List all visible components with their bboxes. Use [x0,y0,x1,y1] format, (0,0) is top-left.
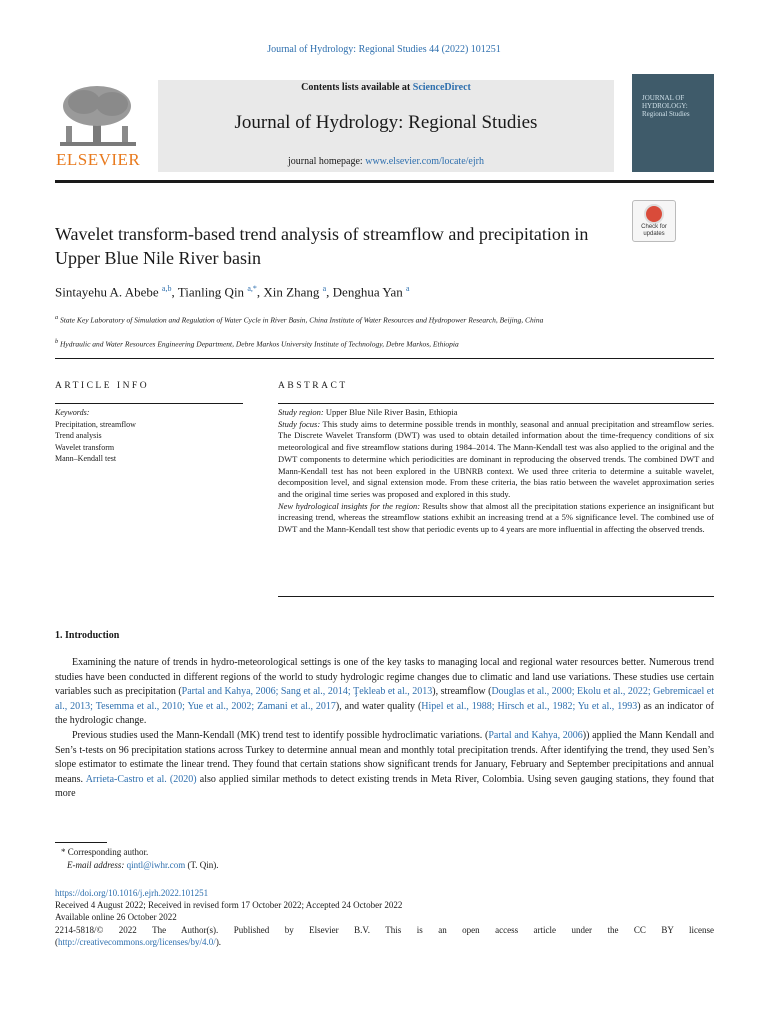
author-name[interactable]: Tianling Qin [177,284,245,300]
license-link[interactable]: http://creativecommons.org/licenses/by/4.0/ [58,936,216,947]
corresponding-author-note: * Corresponding author. [61,847,149,857]
available-online: Available online 26 October 2022 [55,912,177,923]
article-info-rule [55,403,243,404]
article-info-heading: ARTICLE INFO [55,381,150,391]
abstract-rule-bottom [278,596,714,597]
affiliation-b: $^b$ Hydraulic and Water Resources Engineering Department, Debre Markos University Institute of Technology, Debre Markos, Ethiopia [55,338,459,349]
header-rule [55,180,714,183]
license-link-line: (http://creativecommons.org/licenses/by/4.0/). [55,936,222,947]
journal-citation[interactable]: Journal of Hydrology: Regional Studies 44 (2022) 101251 [267,44,501,55]
license-text: 2214-5818/© 2022 The Author(s). Published by Elsevier B.V. This is an open access article under the CC BY license [55,924,714,935]
author-affiliation-mark[interactable]: a,* [247,284,257,293]
affiliation-a: $^a$ State Key Laboratory of Simulation and Regulation of Water Cycle in River Basin, China Institute of Water Resources and Hydropower Research, Beijing, China [55,314,544,325]
abstract-text: Study region: Upper Blue Nile River Basin, Ethiopia Study focus: This study aims to determine possible trends in monthly, seasonal and annual precipitation and streamflow series. The Discrete Wavelet Transform (DWT) was used to obtain detailed information about the time-frequency conditions of six meteorological and five streamflow stations during 1984–2014. The Mann-Kendall test was also applied to the original and the DWT components to determine which periodicities are dominant in reproducing the observed trends. The combined DWT and Mann-Kendall test has not been explored in the UBNRB context. We used three criteria to determine a suitable wavelet, decomposition level, and signal extension mode. From these criteria, the bias ratio between the wavelet approximation series and the original time series was proposed and explored in this study. New hydrological insights for the region: Results show that almost all the precipitation stations experience an insignificant but increasing trend, whereas the streamflow stations exhibit an increasing trend at a 5% significance level. The combined use of DWT and the Mann-Kendall test show that periodic events up to 4 years are more influential in affecting the observed trends. [278,407,714,535]
reference-link[interactable]: Arrieta-Castro et al. (2020) [85,773,197,785]
keyword: Trend analysis [55,431,102,440]
reference-link[interactable]: Partal and Kahya, 2006 [488,729,583,741]
introduction-heading: 1. Introduction [55,630,120,641]
author-affiliation-mark[interactable]: a,b [161,284,172,293]
paragraph: Previous studies used the Mann-Kendall (MK) trend test to identify possible hydroclimatic variations. (Partal and Kahya, 2006)) applied the Mann Kendall and Sen’s t-tests on 96 precipitation stations across Turkey to determine annual mean and monthly total precipitation trends. After identifying the trend, they used Sen’s slope estimator to estimate the linear trend. They found that certain stations show significant trends for January, February and September precipitations and annual means. Arrieta-Castro et al. (2020) also applied similar methods to detect existing trends in Meta River, Colombia. Using seven gauging stations, they found that more [55,729,715,800]
keyword: Precipitation, streamflow [55,419,136,429]
doi-link[interactable]: https://doi.org/10.1016/j.ejrh.2022.101251 [55,888,209,898]
keywords-block [55,407,136,465]
keyword: Mann–Kendall test [55,454,117,463]
cover-title: JOURNAL OF HYDROLOGY: Regional Studies [642,94,690,118]
contents-line: Contents lists available at ScienceDirect [301,82,471,93]
author-name[interactable]: Xin Zhang [263,284,320,300]
crossmark-label: Check for updates [641,224,667,237]
keyword: Wavelet transform [55,442,115,452]
abstract-heading: ABSTRACT [278,381,348,391]
crossmark-icon [644,204,664,224]
footnote [55,846,219,872]
reference-link[interactable]: Hipel et al., 1988; Hirsch et al., 1982; Yu et al., 1993 [421,700,638,712]
footnote-rule [55,842,107,843]
author-affiliation-mark[interactable]: a [405,284,410,293]
author-affiliation-mark[interactable]: a [322,284,327,293]
section-rule [55,358,714,359]
journal-name: Journal of Hydrology: Regional Studies [234,112,538,133]
email-line: E-mail address: qintl@iwhr.com (T. Qin). [67,860,219,870]
reference-link[interactable]: Partal and Kahya, 2006; Sang et al., 2014; Ţekleab et al., 2013 [181,686,433,698]
article-footer [55,887,714,948]
introduction-body [55,656,714,802]
check-for-updates-button[interactable] [632,200,676,242]
received-dates: Received 4 August 2022; Received in revised form 17 October 2022; Accepted 24 October 2022 [55,900,403,911]
email-link[interactable]: qintl@iwhr.com [126,860,186,870]
author-list: Sintayehu A. Abebe $^{a,b}$, Tianling Qin $^{a,*}$, Xin Zhang $^a$, Denghua Yan $^a$ [55,284,410,300]
paragraph: Examining the nature of trends in hydro-meteorological settings is one of the key tasks to managing local and regional water resources better. Numerous trend studies have been conducted in different regions of the world to study hydrologic regime changes due to climatic and land use variations. These studies use certain variables such as precipitation (Partal and Kahya, 2006; Sang et al., 2014; Ţekleab et al., 2013), streamflow (Douglas et al., 2000; Ekolu et al., 2022; Gebremicael et al., 2013; Tesemma et al., 2010; Yue et al., 2002; Zamani et al., 2017), and water quality (Hipel et al., 1988; Hirsch et al., 1982; Yu et al., 1993) as an indicator of the hydrologic change. [55,657,714,727]
abstract-rule-top [278,403,714,404]
elsevier-tree-logo [56,82,140,148]
sciencedirect-link[interactable]: ScienceDirect [412,82,471,93]
journal-cover-image[interactable] [632,74,714,172]
homepage-line: journal homepage: www.elsevier.com/locate/ejrh [288,156,484,167]
author-name[interactable]: Denghua Yan [332,284,403,300]
article-title: Wavelet transform-based trend analysis of streamflow and precipitation in Upper Blue Nile River basin [55,224,589,268]
reference-link[interactable]: Douglas et al., 2000; Ekolu et al., 2022; Gebremicael et al., 2013; Tesemma et al., 2010; Yue et al., 2002; Zamani et al., 2017 [55,686,714,712]
homepage-link[interactable]: www.elsevier.com/locate/ejrh [365,156,484,167]
keywords-label: Keywords: [55,408,90,417]
author-name[interactable]: Sintayehu A. Abebe [55,284,159,300]
publisher-logo-text: ELSEVIER [56,150,141,169]
